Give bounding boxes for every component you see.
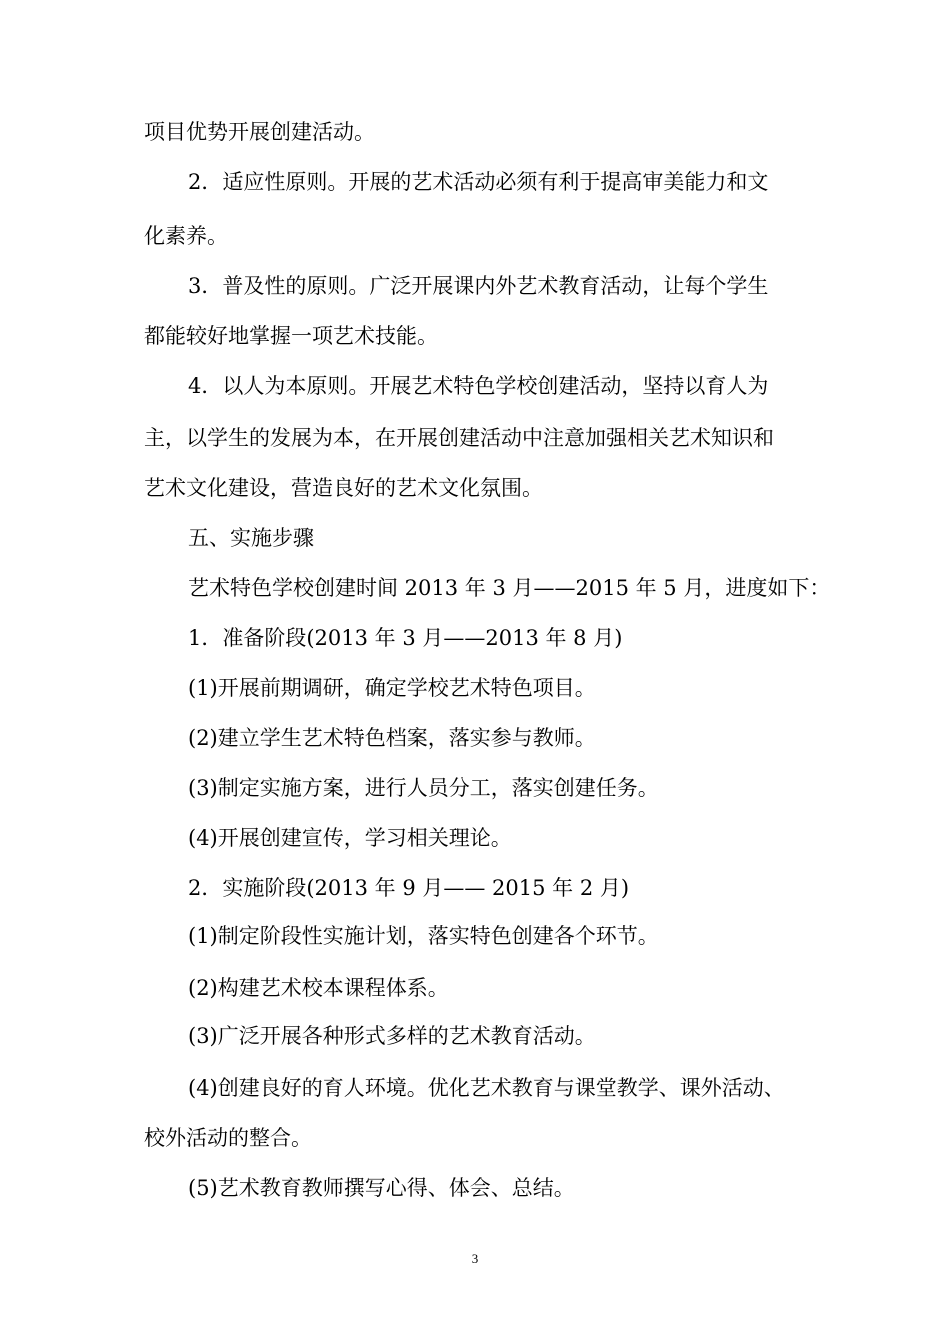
text-line: 4．以人为本原则。开展艺术特色学校创建活动，坚持以育人为 [188, 374, 769, 398]
stage-heading: 1．准备阶段(2013 年 3 月——2013 年 8 月) [188, 626, 623, 650]
page-number: 3 [471, 1251, 479, 1266]
list-item: (1)开展前期调研，确定学校艺术特色项目。 [188, 676, 596, 700]
text-line: 2．适应性原则。开展的艺术活动必须有利于提高审美能力和文 [188, 170, 769, 194]
list-item: (3)广泛开展各种形式多样的艺术教育活动。 [188, 1024, 596, 1048]
list-item: (2)建立学生艺术特色档案，落实参与教师。 [188, 726, 596, 750]
text-line: 都能较好地掌握一项艺术技能。 [144, 324, 438, 348]
list-item: (5)艺术教育教师撰写心得、体会、总结。 [188, 1176, 575, 1200]
text-line: 3．普及性的原则。广泛开展课内外艺术教育活动，让每个学生 [188, 274, 769, 298]
list-item: (1)制定阶段性实施计划，落实特色创建各个环节。 [188, 924, 659, 948]
text-line: 主，以学生的发展为本，在开展创建活动中注意加强相关艺术知识和 [144, 426, 774, 450]
stage-heading: 2．实施阶段(2013 年 9 月—— 2015 年 2 月) [188, 876, 630, 900]
section-heading: 五、实施步骤 [188, 526, 314, 550]
text-line: 艺术特色学校创建时间 2013 年 3 月——2015 年 5 月，进度如下： [188, 576, 831, 600]
text-line: 项目优势开展创建活动。 [144, 120, 375, 144]
text-line: 化素养。 [144, 224, 228, 248]
list-item: (2)构建艺术校本课程体系。 [188, 976, 449, 1000]
list-item: (4)开展创建宣传，学习相关理论。 [188, 826, 512, 850]
list-item: (4)创建良好的育人环境。优化艺术教育与课堂教学、课外活动、 [188, 1076, 785, 1100]
text-line: 艺术文化建设，营造良好的艺术文化氛围。 [144, 476, 543, 500]
list-item: (3)制定实施方案，进行人员分工，落实创建任务。 [188, 776, 659, 800]
text-line: 校外活动的整合。 [144, 1126, 312, 1150]
